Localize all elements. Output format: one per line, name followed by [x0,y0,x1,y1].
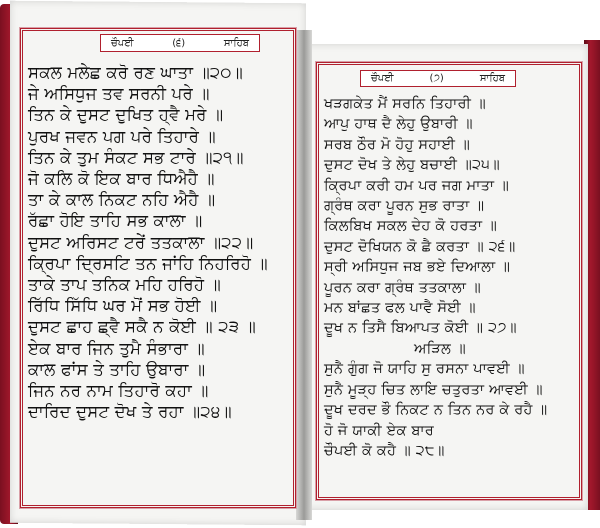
verse-line: ਰਿੱਧਿ ਸਿੱਧਿ ਘਰ ਮੋਂ ਸਭ ਹੋਈ ॥ [28,296,218,316]
verse-line: ਪੂਰਨ ਕਰਾ ਗ੍ਰੰਥ ਤਤਕਾਲਾ ॥ [324,279,481,296]
verse-line: ਸਕਲ ਮਲੇਛ ਕਰੋ ਰਣ ਘਾਤਾ ॥੨੦॥ [28,63,243,82]
verse-line: ਤਿਨ ਕੇ ਤੁਮ ਸੰਕਟ ਸਭ ਟਾਰੇ ॥੨੧॥ [28,147,244,167]
verse-line: ਖੜਗਕੇਤ ਮੈਂ ਸਰਨਿ ਤਿਹਾਰੀ ॥ [324,96,486,112]
verse-line: ਸੁਨੈ ਗੁੰਗ ਜੋ ਯਾਹਿ ਸੁ ਰਸਨਾ ਪਾਵਈ ॥ [324,361,525,378]
verse-line: ਕਿਲਬਿਖ ਸਕਲ ਦੇਹ ਕੋ ਹਰਤਾ ॥ [324,218,497,235]
verse-line: ਸਰਬ ਠੌਰ ਮੋ ਹੋਹੁ ਸਹਾਈ ॥ [324,136,470,153]
page-number: (੭) [429,73,444,84]
verse-line: ਗ੍ਰੰਥ ਕਰਾ ਪੂਰਨ ਸੁਭ ਰਾਤਾ ॥ [324,198,485,215]
verse-line: ਜਿਨ ਨਰ ਨਾਮ ਤਿਹਾਰੋ ਕਹਾ ॥ [28,381,209,401]
verse-line: ਚੌਪਈ ਕੋ ਕਹੈ ॥ ੨੮॥ [324,442,445,459]
verse-line: ਰੱਛਾ ਹੋਇ ਤਾਹਿ ਸਭ ਕਾਲਾ ॥ [28,211,203,231]
verse-line: ਜੇ ਅਸਿਧੁਜ ਤਵ ਸਰਨੀ ਪਰੇ ॥ [28,84,210,104]
verse-line: ਦੁਸਟ ਅਰਿਸਟ ਟਰੇਂ ਤਤਕਾਲਾ ॥੨੨॥ [28,232,254,252]
page-number: (੬) [172,37,186,49]
verse-line: ਤਾਕੇ ਤਾਪ ਤਨਿਕ ਮਹਿ ਹਰਿਹੋ ॥ [28,275,221,295]
verse-line: ਤਿਨ ਕੇ ਦੁਸਟ ਦੁਖਿਤ ਹ੍ਵੈ ਮਰੇ ॥ [28,105,224,125]
verse-line: ਦੁਸਟ ਛਾਹ ਛ੍ਵੈ ਸਕੈ ਨ ਕੋਈ ॥ ੨੩ ॥ [28,317,256,337]
verse-line: ਕਾਲ ਫਾਂਸ ਤੇ ਤਾਹਿ ਉਬਾਰਾ ॥ [28,359,206,379]
verse-line: ਦਾਰਿਦ ਦੁਸਟ ਦੋਖ ਤੇ ਰਹਾ ॥੨੪॥ [28,402,232,422]
right-page-header [360,70,516,87]
verse-line: ਦੁਸਟ ਦੋਖ ਤੇ ਲੇਹੁ ਬਚਾਈ ॥੨੫॥ [324,157,500,174]
section-heading: ਅੜਿਲ ॥ [414,340,466,357]
header-section: ਚੌਪਈ [371,73,394,84]
verse-line: ਕ੍ਰਿਪਾ ਦ੍ਰਿਸਟਿ ਤਨ ਜਾਂਹਿ ਨਿਹਰਿਹੋ ॥ [28,253,268,273]
verse-line: ਮਨ ਬਾਂਛਤ ਫਲ ਪਾਵੈ ਸੋਈ ॥ [324,300,476,317]
verse-line: ਏਕ ਬਾਰ ਜਿਨ ਤੁਮੈ ਸੰਭਾਰਾ ॥ [28,338,205,358]
verse-line: ਸੁਨੈ ਮੂੜ੍ਹ ਚਿਤ ਲਾਇ ਚਤੁਰਤਾ ਆਵਈ ॥ [324,381,543,398]
header-title: ਸਾਹਿਬ [223,37,249,49]
book-gutter [296,30,312,520]
verse-line: ਸ੍ਰੀ ਅਸਿਧੁਜ ਜਬ ਭਏ ਦਿਆਲਾ ॥ [324,259,511,276]
verse-line: ਦੂਖ ਨ ਤਿਸੈ ਬਿਆਪਤ ਕੋਈ ॥ ੨੭॥ [324,320,517,337]
left-page-text [28,62,268,422]
verse-line: ਪੁਰਖ ਜਵਨ ਪਗ ਪਰੇ ਤਿਹਾਰੇ ॥ [28,126,216,146]
left-page-header [100,34,260,52]
verse-line: ਦੂਖ ਦਰਦ ਭੌ ਨਿਕਟ ਨ ਤਿਨ ਨਰ ਕੇ ਰਹੈ ॥ [324,402,548,419]
verse-line: ਤਾ ਕੇ ਕਾਲ ਨਿਕਟ ਨਹਿ ਐਹੈ ॥ [28,190,216,210]
verse-line: ਜੋ ਕਲਿ ਕੋ ਇਕ ਬਾਰ ਧਿਐਹੈ ॥ [28,169,215,189]
verse-line: ਕ੍ਰਿਪਾ ਕਰੀ ਹਮ ਪਰ ਜਗ ਮਾਤਾ ॥ [324,177,509,194]
verse-line: ਆਪੁ ਹਾਥ ਦੈ ਲੇਹੁ ਉਬਾਰੀ ॥ [324,116,473,133]
verse-line: ਦੁਸਟ ਦੋਖਿਯਨ ਕੋ ਛੈ ਕਰਤਾ ॥ ੨੬॥ [324,238,516,255]
verse-line: ਹੋ ਜੋ ਯਾਕੀ ਏਕ ਬਾਰ [324,422,434,439]
header-section: ਚੌਪਈ [111,37,134,49]
right-page-text [324,94,547,461]
header-title: ਸਾਹਿਬ [479,73,505,84]
